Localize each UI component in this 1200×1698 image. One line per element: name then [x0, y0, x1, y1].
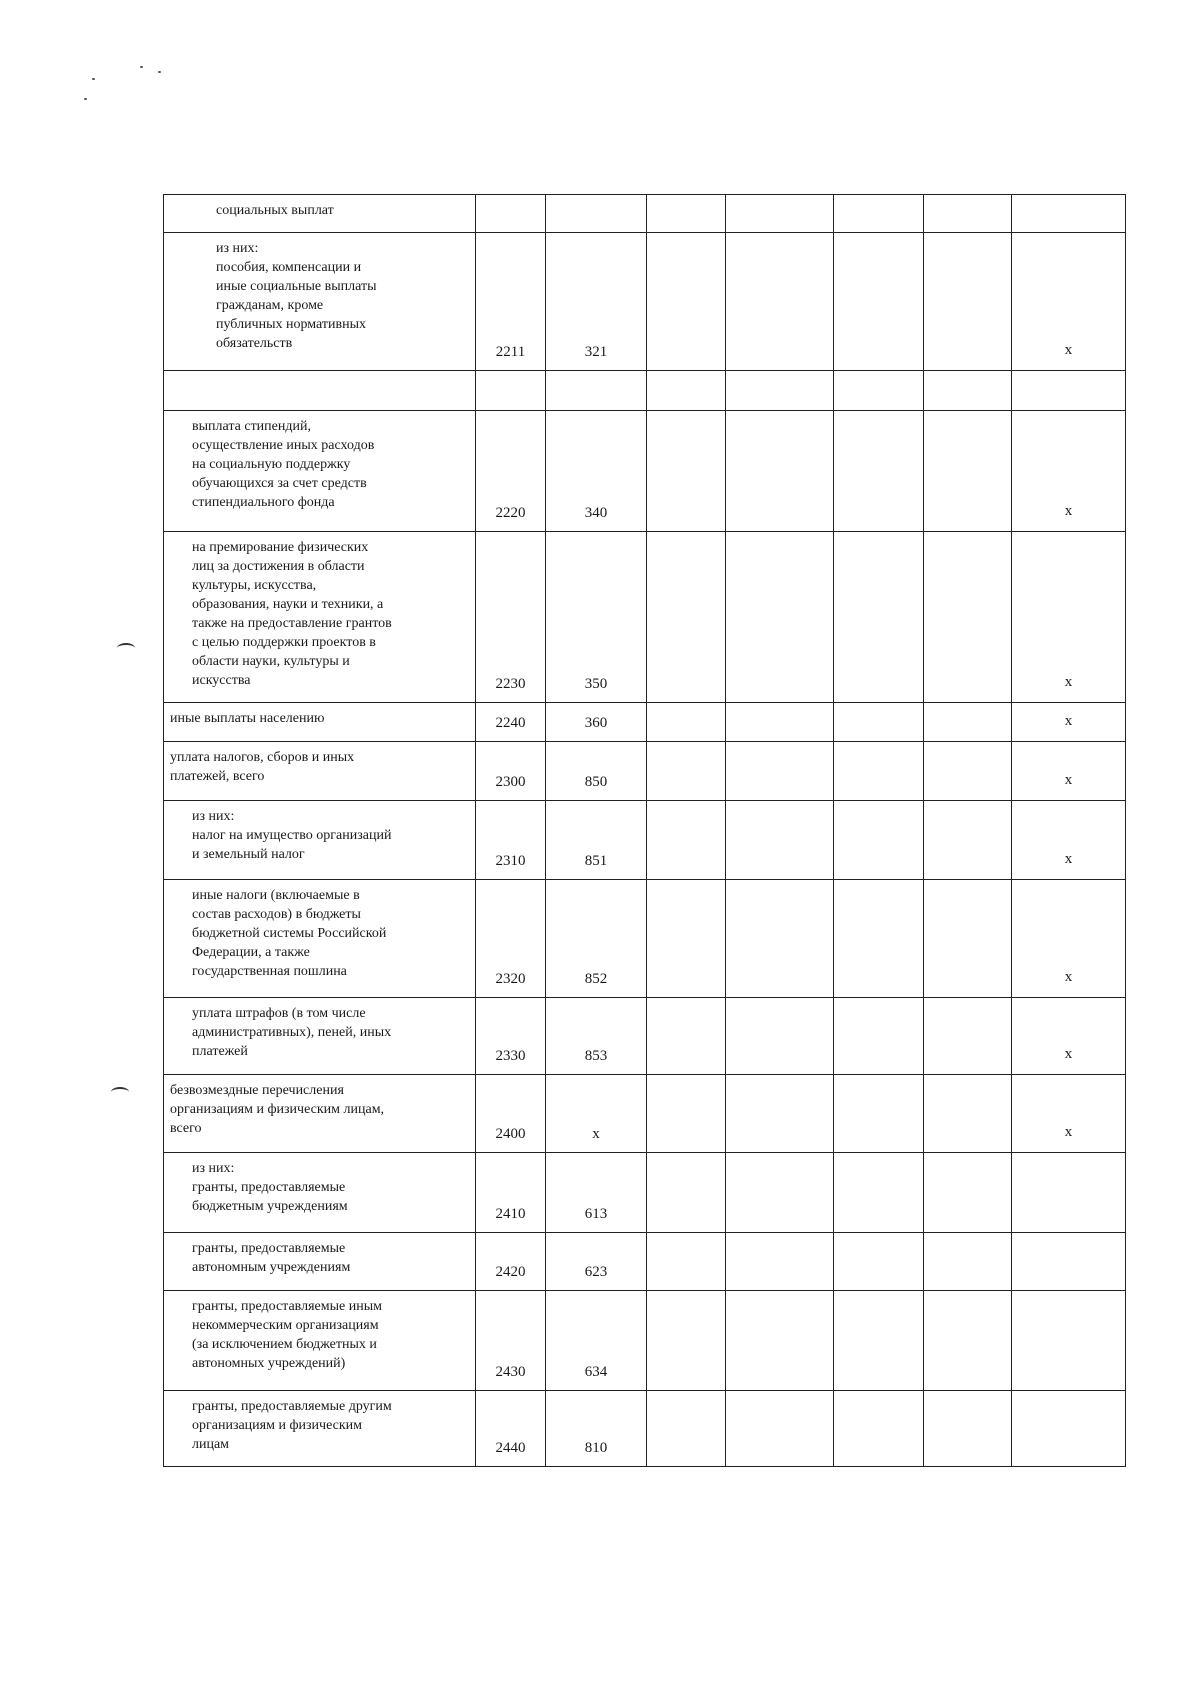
empty-value-cell: [726, 1153, 834, 1233]
row-label-cell: [164, 703, 476, 742]
row-label-cell: [164, 1075, 476, 1153]
row-mark: х: [1012, 532, 1126, 703]
empty-value-cell: [834, 801, 924, 880]
row-code: 2220: [476, 411, 546, 532]
empty-value-cell: [834, 411, 924, 532]
row-label: гранты, предоставляемые иным некоммерческим организациям (за исключением бюджетных и автономных учреждений): [192, 1299, 382, 1371]
empty-value-cell: [726, 703, 834, 742]
row-mark: х: [1012, 411, 1126, 532]
empty-value-cell: [647, 195, 726, 233]
row-classifier-code: 340: [546, 411, 647, 532]
row-mark: х: [1012, 742, 1126, 801]
empty-value-cell: [924, 532, 1012, 703]
row-code: 2320: [476, 880, 546, 998]
row-classifier-code: 623: [546, 1233, 647, 1291]
row-label: гранты, предоставляемые автономным учреждениям: [192, 1241, 351, 1275]
empty-value-cell: [647, 1233, 726, 1291]
empty-value-cell: [726, 233, 834, 371]
empty-value-cell: [834, 742, 924, 801]
empty-value-cell: [924, 195, 1012, 233]
scan-speck: [158, 71, 161, 73]
row-label-cell: [164, 532, 476, 703]
row-classifier-code: 350: [546, 532, 647, 703]
empty-value-cell: [924, 411, 1012, 532]
empty-value-cell: [834, 703, 924, 742]
row-mark: [1012, 371, 1126, 411]
row-code: 2211: [476, 233, 546, 371]
empty-value-cell: [924, 233, 1012, 371]
row-label-cell: [164, 801, 476, 880]
empty-value-cell: [924, 801, 1012, 880]
row-label-cell: [164, 1153, 476, 1233]
row-code: 2300: [476, 742, 546, 801]
row-classifier-code: 810: [546, 1391, 647, 1467]
empty-value-cell: [834, 1391, 924, 1467]
empty-value-cell: [647, 233, 726, 371]
empty-value-cell: [647, 532, 726, 703]
row-code: [476, 371, 546, 411]
empty-value-cell: [726, 998, 834, 1075]
scan-speck: [140, 66, 143, 68]
table-row: [164, 195, 1126, 233]
row-label: из них: налог на имущество организаций и земельный налог: [192, 809, 392, 862]
table-row: [164, 880, 1126, 998]
row-code: [476, 195, 546, 233]
row-code: 2240: [476, 703, 546, 742]
scan-speck: [92, 78, 95, 80]
row-mark: х: [1012, 880, 1126, 998]
table-row: [164, 233, 1126, 371]
row-label-cell: [164, 195, 476, 233]
empty-value-cell: [726, 801, 834, 880]
table-row: [164, 801, 1126, 880]
empty-value-cell: [924, 371, 1012, 411]
empty-value-cell: [924, 703, 1012, 742]
table-row: [164, 1391, 1126, 1467]
row-mark: [1012, 1391, 1126, 1467]
row-code: 2400: [476, 1075, 546, 1153]
empty-value-cell: [834, 880, 924, 998]
empty-value-cell: [647, 411, 726, 532]
row-code: 2230: [476, 532, 546, 703]
empty-value-cell: [834, 195, 924, 233]
row-label: из них: гранты, предоставляемые бюджетным учреждениям: [192, 1161, 348, 1214]
expense-table-body: [164, 195, 1126, 1467]
row-mark: [1012, 1233, 1126, 1291]
row-mark: [1012, 195, 1126, 233]
empty-value-cell: [924, 998, 1012, 1075]
row-label-cell: [164, 742, 476, 801]
empty-value-cell: [647, 1153, 726, 1233]
scan-mark: [117, 643, 135, 653]
row-code: 2420: [476, 1233, 546, 1291]
row-label: из них: пособия, компенсации и иные социальные выплаты гражданам, кроме публичных нормативных обязательств: [216, 241, 377, 351]
row-classifier-code: 851: [546, 801, 647, 880]
empty-value-cell: [924, 1075, 1012, 1153]
row-classifier-code: 850: [546, 742, 647, 801]
table-row: [164, 703, 1126, 742]
empty-value-cell: [834, 233, 924, 371]
table-row: [164, 1233, 1126, 1291]
row-mark: х: [1012, 233, 1126, 371]
scan-speck: [84, 98, 87, 100]
empty-value-cell: [647, 1291, 726, 1391]
row-mark: х: [1012, 998, 1126, 1075]
empty-value-cell: [924, 1153, 1012, 1233]
empty-value-cell: [647, 742, 726, 801]
row-classifier-code: 634: [546, 1291, 647, 1391]
table-row: [164, 411, 1126, 532]
empty-value-cell: [647, 801, 726, 880]
empty-value-cell: [726, 742, 834, 801]
empty-value-cell: [726, 880, 834, 998]
table-row: [164, 742, 1126, 801]
empty-value-cell: [834, 1075, 924, 1153]
row-label-cell: [164, 233, 476, 371]
empty-value-cell: [834, 532, 924, 703]
row-classifier-code: 852: [546, 880, 647, 998]
row-label: выплата стипендий, осуществление иных расходов на социальную поддержку обучающихся за счет средств стипендиального фонда: [192, 419, 375, 510]
table-row: [164, 1075, 1126, 1153]
row-code: 2410: [476, 1153, 546, 1233]
row-code: 2310: [476, 801, 546, 880]
table-row: [164, 1153, 1126, 1233]
empty-value-cell: [924, 1391, 1012, 1467]
row-classifier-code: [546, 195, 647, 233]
row-label: уплата штрафов (в том числе административных), пеней, иных платежей: [192, 1006, 392, 1059]
empty-value-cell: [726, 411, 834, 532]
row-label: иные выплаты населению: [170, 711, 325, 726]
row-label-cell: [164, 371, 476, 411]
row-classifier-code: 360: [546, 703, 647, 742]
empty-value-cell: [924, 880, 1012, 998]
row-mark: х: [1012, 801, 1126, 880]
row-mark: х: [1012, 703, 1126, 742]
row-code: 2430: [476, 1291, 546, 1391]
row-label: гранты, предоставляемые другим организациям и физическим лицам: [192, 1399, 392, 1452]
row-label: уплата налогов, сборов и иных платежей, всего: [170, 750, 355, 784]
row-label-cell: [164, 880, 476, 998]
row-classifier-code: 321: [546, 233, 647, 371]
empty-value-cell: [647, 703, 726, 742]
row-code: 2330: [476, 998, 546, 1075]
row-classifier-code: 613: [546, 1153, 647, 1233]
empty-value-cell: [647, 880, 726, 998]
row-label: на премирование физических лиц за достижения в области культуры, искусства, образования, науки и техники, а также на предоставление грантов с целью поддержки проектов в области науки, культуры и искусства: [192, 540, 392, 688]
empty-value-cell: [834, 998, 924, 1075]
row-classifier-code: [546, 371, 647, 411]
empty-value-cell: [726, 1391, 834, 1467]
empty-value-cell: [647, 371, 726, 411]
empty-value-cell: [726, 1075, 834, 1153]
row-mark: х: [1012, 1075, 1126, 1153]
empty-value-cell: [834, 1153, 924, 1233]
row-label-cell: [164, 1291, 476, 1391]
empty-value-cell: [647, 1391, 726, 1467]
row-mark: [1012, 1291, 1126, 1391]
table-row: [164, 371, 1126, 411]
empty-value-cell: [726, 532, 834, 703]
row-label-cell: [164, 998, 476, 1075]
row-classifier-code: 853: [546, 998, 647, 1075]
table-row: [164, 998, 1126, 1075]
row-label: иные налоги (включаемые в состав расходов) в бюджеты бюджетной системы Российской Федерации, а также государственная пошлина: [192, 888, 387, 979]
empty-value-cell: [924, 1291, 1012, 1391]
row-label-cell: [164, 411, 476, 532]
empty-value-cell: [924, 1233, 1012, 1291]
row-label: социальных выплат: [216, 203, 334, 218]
scan-mark: [111, 1087, 129, 1097]
empty-value-cell: [834, 371, 924, 411]
empty-value-cell: [726, 371, 834, 411]
row-code: 2440: [476, 1391, 546, 1467]
row-label-cell: [164, 1391, 476, 1467]
empty-value-cell: [726, 1233, 834, 1291]
empty-value-cell: [726, 195, 834, 233]
row-label: безвозмездные перечисления организациям и физическим лицам, всего: [170, 1083, 385, 1136]
empty-value-cell: [647, 998, 726, 1075]
row-mark: [1012, 1153, 1126, 1233]
table-row: [164, 532, 1126, 703]
empty-value-cell: [924, 742, 1012, 801]
empty-value-cell: [647, 1075, 726, 1153]
empty-value-cell: [726, 1291, 834, 1391]
table-row: [164, 1291, 1126, 1391]
expense-table: [163, 194, 1126, 1467]
row-classifier-code: х: [546, 1075, 647, 1153]
empty-value-cell: [834, 1233, 924, 1291]
row-label-cell: [164, 1233, 476, 1291]
empty-value-cell: [834, 1291, 924, 1391]
